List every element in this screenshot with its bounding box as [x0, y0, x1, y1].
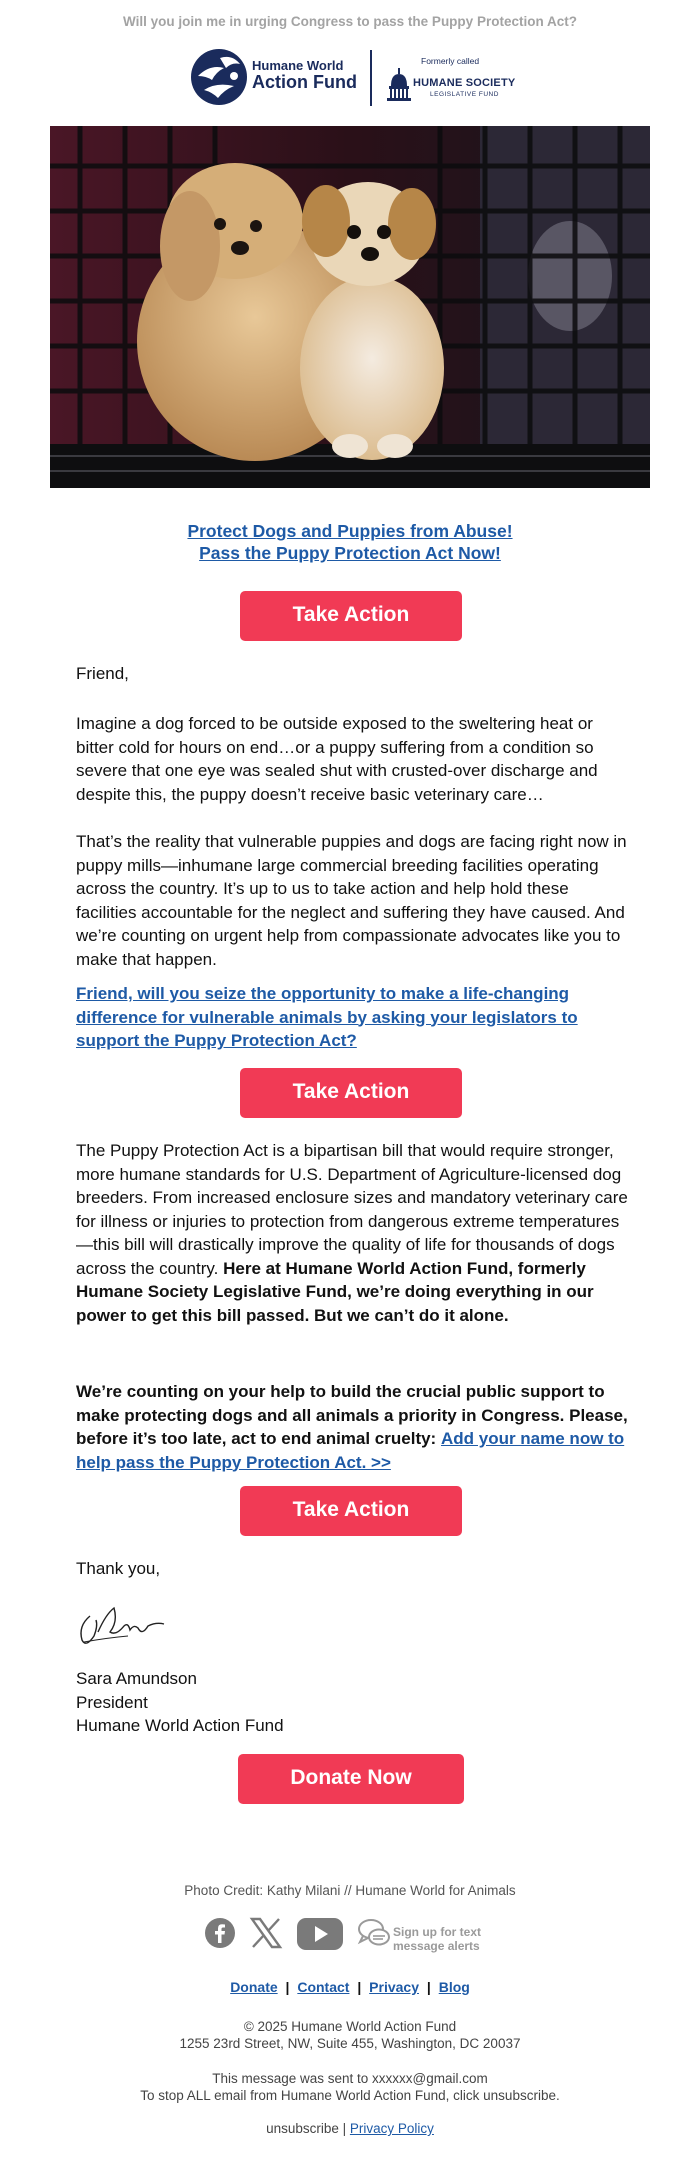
- unsubscribe-separator: |: [342, 2121, 347, 2136]
- footer-unsubscribe-row: [0, 2120, 700, 2137]
- take-action-button-1[interactable]: Take Action: [240, 591, 462, 641]
- donate-now-button[interactable]: Donate Now: [238, 1754, 464, 1804]
- preheader-text: Will you join me in urging Congress to pass the Puppy Protection Act?: [123, 14, 577, 29]
- paragraph-bill: [76, 1139, 632, 1327]
- greeting: Friend,: [76, 664, 129, 683]
- paragraph-bill-text: The Puppy Protection Act is a bipartisan bill that would require stronger, more humane standards for U.S. Department of Agriculture-licensed dog breeders. From increased enclosure sizes and mandatory veterinary care for illness or injuries to protection from dangerous extreme temperatures—this bill will drastically improve the quality of life for thousands of dogs across the country.: [76, 1141, 628, 1278]
- photo-credit: Photo Credit: Kathy Milani // Humane World for Animals: [184, 1883, 516, 1898]
- paragraph-support-bold: We’re counting on your help to build the crucial public support to make protecting dogs and all animals a priority in Congress. Please, before it’s too late, act to end animal cruelty:: [76, 1382, 628, 1448]
- logo-divider: [370, 50, 372, 106]
- brand-name-line1: Humane World: [252, 58, 344, 73]
- add-your-name-link[interactable]: Add your name now to help pass the Puppy Protection Act. >>: [76, 1429, 625, 1472]
- signer-org: Humane World Action Fund: [76, 1716, 284, 1735]
- capitol-dome-icon: [385, 66, 413, 102]
- headline-link-line2[interactable]: Pass the Puppy Protection Act Now!: [199, 543, 501, 563]
- hero-image-puppies[interactable]: [50, 126, 650, 488]
- hsl-subtitle: LEGISLATIVE FUND: [430, 91, 499, 98]
- hero-illustration: [50, 126, 650, 488]
- unsubscribe-link[interactable]: unsubscribe: [266, 2121, 339, 2136]
- footer-sent-to-block: [0, 2070, 700, 2104]
- mailing-address: 1255 23rd Street, NW, Suite 455, Washington, DC 20037: [179, 2036, 521, 2051]
- brand-name: [252, 59, 357, 93]
- legislators-support-link[interactable]: Friend, will you seize the opportunity to make a life-changing difference for vulnerable animals by asking your legislators to support the Puppy Protection Act?: [76, 984, 578, 1050]
- footer-link-privacy[interactable]: Privacy: [369, 1979, 419, 1995]
- logo-header[interactable]: [0, 46, 700, 112]
- formerly-called-label: Formerly called: [421, 56, 480, 66]
- stop-all-text: To stop ALL email from Humane World Action Fund, click unsubscribe.: [140, 2088, 560, 2103]
- paragraph-reality: That’s the reality that vulnerable puppies and dogs are facing right now in puppy mills—inhumane large commercial breeding facilities operating across the country. It’s up to us to take action and help hold these facilities accountable for the neglect and suffering they have caused. And we’re counting on urgent help from compassionate advocates like you to make that happen.: [76, 832, 627, 969]
- brand-name-line2: Action Fund: [252, 72, 357, 93]
- paragraph-imagine: Imagine a dog forced to be outside exposed to the sweltering heat or bitter cold for hours on end…or a puppy suffering from a condition so severe that one eye was sealed shut with crusted-over discharge and despite this, the puppy doesn’t receive basic veterinary care…: [76, 714, 598, 804]
- headline-link-line1[interactable]: Protect Dogs and Puppies from Abuse!: [187, 521, 513, 541]
- cta-paragraph-link: [76, 982, 632, 1053]
- footer-link-blog[interactable]: Blog: [438, 1979, 470, 1995]
- privacy-policy-link[interactable]: Privacy Policy: [349, 2121, 434, 2136]
- sms-signup-line1: Sign up for text: [393, 1925, 481, 1939]
- headline: [0, 520, 700, 564]
- copyright: © 2025 Humane World Action Fund: [243, 2019, 457, 2034]
- footer-nav-links: [0, 1979, 700, 1995]
- footer-link-donate[interactable]: Donate: [230, 1979, 278, 1995]
- youtube-icon[interactable]: [296, 1917, 344, 1951]
- footer-link-separator: |: [357, 1979, 362, 1995]
- paragraph-support: [76, 1380, 632, 1474]
- take-action-button-3[interactable]: Take Action: [240, 1486, 462, 1536]
- facebook-icon[interactable]: [204, 1917, 236, 1949]
- sms-signup-text[interactable]: [393, 1925, 481, 1953]
- footer-link-separator: |: [426, 1979, 431, 1995]
- sms-signup-line2: message alerts: [393, 1939, 480, 1953]
- signature-block: [76, 1667, 632, 1738]
- humane-world-logo-icon: [190, 46, 248, 108]
- footer-link-separator: |: [285, 1979, 290, 1995]
- take-action-button-2[interactable]: Take Action: [240, 1068, 462, 1118]
- thanks-text: Thank you,: [76, 1559, 161, 1578]
- hsl-name: HUMANE SOCIETY: [413, 77, 516, 89]
- signature-icon: [76, 1596, 166, 1652]
- footer-link-contact[interactable]: Contact: [297, 1979, 350, 1995]
- sent-to-text: This message was sent to xxxxxx@gmail.com: [212, 2071, 488, 2086]
- signer-title: President: [76, 1692, 148, 1712]
- paragraph-bill-bold: Here at Humane World Action Fund, formerly Humane Society Legislative Fund, we’re doing everything in our power to get this bill passed. But we can’t do it alone.: [76, 1258, 594, 1325]
- chat-icon[interactable]: [357, 1917, 391, 1949]
- signer-name: Sara Amundson: [76, 1669, 197, 1688]
- footer-address-block: [0, 2018, 700, 2052]
- social-links: [0, 1917, 700, 1957]
- x-icon[interactable]: [249, 1917, 283, 1949]
